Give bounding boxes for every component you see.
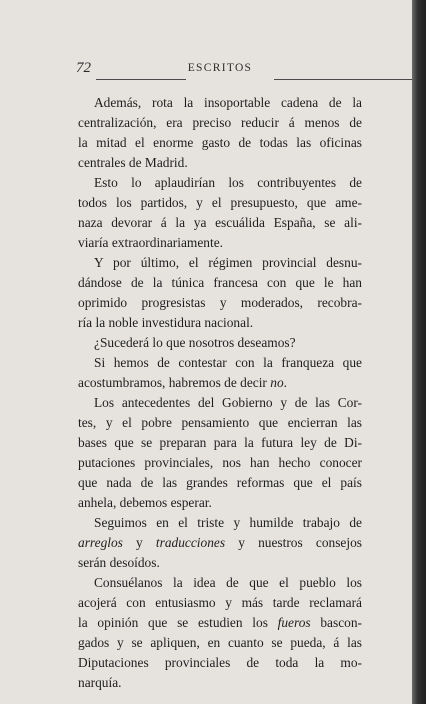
paragraph — [78, 353, 362, 393]
italic-word: arreglos — [78, 535, 123, 550]
text-line: Consuélanos la idea de que el pueblo los — [94, 575, 362, 590]
text-line: oprimido progresistas y moderados, recobra- — [78, 295, 362, 310]
text-line: bases que se preparan para la futura ley de Di- — [78, 435, 362, 450]
text-line: Además, rota la insoportable cadena de la — [94, 95, 362, 110]
italic-word: no — [270, 375, 284, 390]
text-line: Los antecedentes del Gobierno y de las Cor- — [94, 395, 362, 410]
paragraph — [78, 333, 362, 353]
text-line: la mitad el enorme gasto de todas las oficinas — [78, 135, 362, 150]
paragraph — [78, 573, 362, 693]
paragraph — [78, 93, 362, 173]
text-line: Seguimos en el triste y humilde trabajo de — [94, 515, 362, 530]
text-line: narquía. — [78, 675, 122, 690]
text-line: la opinión que se estudien los fueros bascon- — [78, 615, 362, 630]
page-edge-shadow — [412, 0, 426, 704]
text-line: arreglos y traducciones y nuestros consejos — [78, 535, 362, 550]
text-line: Si hemos de contestar con la franqueza que — [94, 355, 362, 370]
text-line: Diputaciones provinciales de toda la mo- — [78, 655, 362, 670]
text-line: tes, y el pobre pensamiento que encierran las — [78, 415, 362, 430]
text-line: centrales de Madrid. — [78, 155, 188, 170]
text-line: ría la noble investidura nacional. — [78, 315, 254, 330]
paragraph — [78, 513, 362, 573]
text-line: anhela, debemos esperar. — [78, 495, 212, 510]
paragraph — [78, 173, 362, 253]
text-line: serán desoídos. — [78, 555, 160, 570]
text-line: Y por último, el régimen provincial desnu- — [94, 255, 362, 270]
text-line: acojerá con entusiasmo y más tarde reclamará — [78, 595, 362, 610]
text-line: que nada de las grandes reformas que el país — [78, 475, 362, 490]
italic-word: fueros — [277, 615, 311, 630]
text-line: Esto lo aplaudirían los contribuyentes de — [94, 175, 362, 190]
text-line: putaciones provinciales, nos han hecho conocer — [78, 455, 362, 470]
text-line: dándose de la túnica francesa con que le han — [78, 275, 362, 290]
text-line: acostumbramos, habremos de decir no. — [78, 375, 287, 390]
paragraph — [78, 393, 362, 513]
header-rule-left — [96, 79, 186, 80]
text-line: viaría extraordinariamente. — [78, 235, 223, 250]
running-title: ESCRITOS — [187, 62, 253, 74]
text-line: centralización, era preciso reducir á menos de — [78, 115, 362, 130]
text-line: naza devorar á la ya escuálida España, se ali- — [78, 215, 362, 230]
text-line: ¿Sucederá lo que nosotros deseamos? — [94, 335, 296, 350]
header-rule-right — [274, 79, 424, 80]
text-line: gados y se apliquen, en cuanto se pueda, á las — [78, 635, 362, 650]
body-text — [78, 93, 362, 693]
text-line: todos los partidos, y el presupuesto, que ame- — [78, 195, 362, 210]
running-header — [76, 60, 364, 76]
italic-word: traducciones — [155, 535, 226, 550]
page-number: 72 — [76, 60, 91, 76]
paragraph — [78, 253, 362, 333]
